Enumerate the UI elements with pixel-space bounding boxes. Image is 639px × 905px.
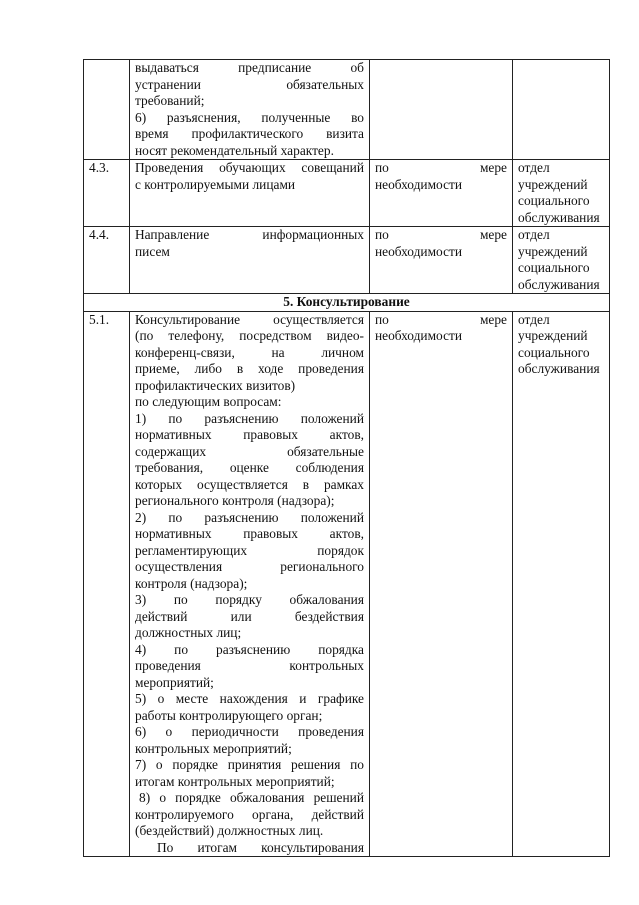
period-cell — [370, 160, 513, 227]
responsible-cell — [513, 227, 610, 294]
text-line: по следующим вопросам: — [135, 394, 282, 409]
text-line: должностных лиц; — [135, 625, 242, 640]
text-line: учреждений — [518, 328, 588, 343]
text-line: Направление информационных — [135, 227, 364, 242]
period-cell — [370, 227, 513, 294]
activity-cell — [130, 160, 370, 227]
text-line: с контролируемыми лицами — [135, 176, 296, 192]
item-number-cell — [84, 227, 130, 294]
text-line: учреждений — [518, 176, 588, 192]
table-row — [84, 311, 610, 857]
responsible-cell — [513, 311, 610, 857]
text-line: осуществления регионального — [135, 559, 364, 574]
text-line: время профилактического визита — [135, 126, 364, 141]
text-line: 7) о порядке принятия решения по — [135, 757, 364, 772]
item-number-cell — [84, 160, 130, 227]
section-header-row — [84, 294, 610, 312]
text-line: По итогам консультирования — [157, 839, 364, 855]
text-line: устранении обязательных — [135, 76, 364, 92]
text-line: (по телефону, посредством видео- — [135, 328, 364, 343]
text-line: 1) по разъяснению положений — [135, 410, 364, 426]
text-line: Консультирование осуществляется — [135, 311, 364, 327]
text-line: итогам контрольных мероприятий; — [135, 773, 335, 789]
plan-table — [83, 59, 610, 857]
text-line: 4) по разъяснению порядка — [135, 641, 364, 657]
text-line: по мере — [375, 311, 507, 327]
activity-cell — [130, 311, 370, 857]
text-line: нормативных правовых актов, — [135, 526, 364, 541]
text-line: регионального контроля (надзора); — [135, 493, 335, 508]
text-line: 2) по разъяснению положений — [135, 509, 364, 525]
text-line: учреждений — [518, 243, 588, 259]
text-line: приеме, либо в ходе проведения — [135, 361, 364, 376]
item-number-cell — [84, 60, 130, 160]
text-line: необходимости — [375, 328, 463, 343]
text-line: Проведения обучающих совещаний — [135, 160, 364, 175]
period-cell — [370, 60, 513, 160]
text-line: 8) о порядке обжалования решений — [139, 790, 364, 805]
text-line: социального — [518, 193, 590, 208]
text-line: требований; — [135, 93, 205, 108]
text-line: профилактических визитов) — [135, 377, 296, 393]
text-line: контроля (надзора); — [135, 575, 248, 591]
text-line: мероприятий; — [135, 674, 214, 690]
text-line: обслуживания — [518, 361, 600, 376]
responsible-cell — [513, 60, 610, 160]
text-line: обслуживания — [518, 276, 600, 292]
text-line: работы контролирующего орган; — [135, 707, 323, 723]
text-line: по мере — [375, 227, 507, 242]
text-line: контрольных мероприятий; — [135, 740, 292, 756]
text-line: необходимости — [375, 243, 463, 259]
text-line: регламентирующих порядок — [135, 542, 364, 558]
text-line: социального — [518, 344, 590, 360]
text-line: писем — [135, 243, 170, 259]
text-line: отдел — [518, 311, 550, 327]
item-number: 5.1. — [89, 311, 110, 327]
text-line: носят рекомендательный характер. — [135, 142, 334, 158]
text-line: нормативных правовых актов, — [135, 427, 364, 442]
text-line: контролируемого органа, действий — [135, 806, 364, 822]
text-line: выдаваться предписание об — [135, 60, 364, 75]
text-line: по мере — [375, 160, 507, 175]
text-line: 6) разъяснения, полученные во — [135, 109, 364, 125]
activity-cell — [130, 227, 370, 294]
responsible-cell — [513, 160, 610, 227]
period-cell — [370, 311, 513, 857]
text-line: содержащих обязательные — [135, 443, 364, 459]
text-line: конференц-связи, на личном — [135, 344, 364, 360]
activity-cell — [130, 60, 370, 160]
text-line: действий или бездействия — [135, 608, 364, 624]
text-line: 5) о месте нахождения и графике — [135, 691, 364, 706]
text-line: отдел — [518, 160, 550, 175]
table-row — [84, 160, 610, 227]
text-line: отдел — [518, 227, 550, 242]
table-row — [84, 60, 610, 160]
text-line: (бездействий) должностных лиц. — [135, 823, 324, 838]
table-row — [84, 227, 610, 294]
text-line: 3) по порядку обжалования — [135, 592, 364, 607]
section-title: 5. Консультирование — [84, 294, 610, 312]
text-line: требования, оценке соблюдения — [135, 460, 364, 475]
text-line: обслуживания — [518, 209, 600, 225]
item-number-cell — [84, 311, 130, 857]
text-line: социального — [518, 260, 590, 275]
text-line: которых осуществляется в рамках — [135, 476, 364, 492]
text-line: проведения контрольных — [135, 658, 364, 673]
item-number: 4.3. — [89, 160, 110, 175]
text-line: 6) о периодичности проведения — [135, 724, 364, 739]
item-number: 4.4. — [89, 227, 110, 242]
text-line: необходимости — [375, 176, 463, 192]
